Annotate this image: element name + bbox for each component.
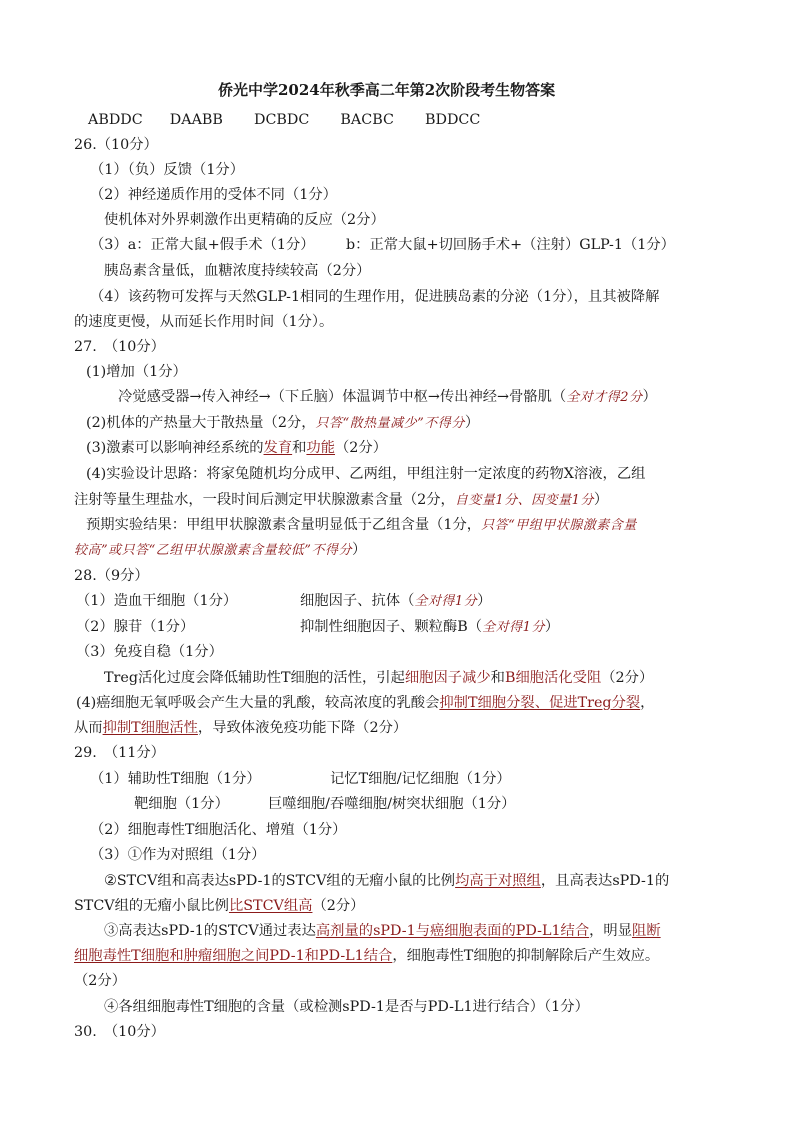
- q28-part3b: Treg活化过度会降低辅助性T细胞的活性，引起细胞因子减少和B细胞活化受阻（2分）: [104, 670, 654, 686]
- grading-note: 全对才得2分: [566, 390, 643, 405]
- q26-part4a: （4）该药物可发挥与天然GLP-1相同的生理作用，促进胰岛素的分泌（1分），且其被降解: [90, 289, 660, 305]
- q28-part3: （3）免疫自稳（1分）: [76, 644, 223, 660]
- q29-part3f: （2分）: [74, 973, 126, 989]
- key-term: 细胞因子减少: [404, 670, 491, 686]
- q26-part2: （2）神经递质作用的受体不同（1分）: [90, 187, 337, 203]
- q29-part1c: 靶细胞（1分）: [134, 796, 229, 812]
- grading-note: 全对得1分: [482, 620, 545, 635]
- grading-note: 只答“甲组甲状腺激素含量: [481, 518, 637, 533]
- q26-heading: 26.（10分）: [74, 137, 158, 153]
- q29-part3d: ③高表达sPD-1的STCV通过表达高剂量的sPD-1与癌细胞表面的PD-L1结合，明显阻断: [104, 923, 661, 939]
- q29-part2: （2）细胞毒性T细胞活化、增殖（1分）: [90, 822, 347, 838]
- q29-part1b: 记忆T细胞/记忆细胞（1分）: [330, 771, 511, 787]
- mc-answers-row: [88, 110, 480, 130]
- mc-group-5: BDDCC: [425, 112, 481, 128]
- q29-part3b: ②STCV组和高表达sPD-1的STCV组的无瘤小鼠的比例均高于对照组，且高表达sPD-1的: [104, 873, 670, 889]
- key-term: 细胞毒性T细胞和肿瘤细胞之间PD-1和PD-L1结合: [74, 948, 393, 964]
- q27-reflex-arc: 冷觉感受器→传入神经→（下丘脑）体温调节中枢→传出神经→骨骼肌（全对才得2分）: [118, 389, 657, 405]
- key-term: 均高于对照组: [455, 873, 541, 889]
- key-term: 功能: [306, 440, 336, 456]
- mc-group-3: DCBDC: [254, 112, 310, 128]
- key-term: 抑制T细胞分裂、促进Treg分裂: [439, 695, 641, 711]
- q28-part2a: （2）腺苷（1分）: [76, 619, 195, 635]
- mc-group-2: DAABB: [169, 112, 223, 128]
- q29-part3: （3）①作为对照组（1分）: [90, 847, 266, 863]
- q28-part1a: （1）造血干细胞（1分）: [76, 593, 238, 609]
- q28-part1b: 细胞因子、抗体（全对得1分）: [300, 593, 492, 609]
- q26-part3c: 胰岛素含量低，血糖浓度持续较高（2分）: [104, 263, 371, 279]
- q27-part1: (1)增加（1分）: [86, 364, 187, 380]
- key-term: 抑制T细胞活性: [102, 720, 198, 736]
- key-term: 发育: [263, 440, 293, 456]
- q29-part1d: 巨噬细胞/吞噬细胞/树突状细胞（1分）: [268, 796, 516, 812]
- key-term: 比STCV组高: [228, 898, 313, 914]
- q29-part3c: STCV组的无瘤小鼠比例比STCV组高（2分）: [74, 898, 365, 914]
- mc-group-1: ABDDC: [88, 112, 143, 128]
- q26-part1: （1）（负）反馈（1分）: [90, 162, 245, 178]
- grading-note: 自变量1分、因变量1分: [454, 493, 594, 508]
- mc-group-4: BACBC: [340, 112, 394, 128]
- q29-part3g: ④各组细胞毒性T细胞的含量（或检测sPD-1是否与PD-L1进行结合）（1分）: [104, 999, 589, 1015]
- q26-part3a: （3）a：正常大鼠+假手术（1分）: [90, 237, 315, 253]
- q27-heading: 27. （10分）: [74, 339, 165, 355]
- page-title: 侨光中学2024年秋季高二年第2次阶段考生物答案: [218, 81, 556, 99]
- q27-expected-result: 预期实验结果：甲组甲状腺激素含量明显低于乙组含量（1分，只答“甲组甲状腺激素含量: [86, 517, 637, 533]
- q27-expected-result-cont: 较高”或只答“乙组甲状腺激素含量较低”不得分）: [74, 542, 367, 558]
- q27-part2: (2)机体的产热量大于散热量（2分，只答“散热量减少”不得分）: [86, 415, 480, 431]
- key-term: 高剂量的sPD-1与癌细胞表面的PD-L1结合: [315, 923, 590, 939]
- q28-heading: 28.（9分）: [74, 568, 149, 584]
- q27-part3: (3)激素可以影响神经系统的发育和功能（2分）: [86, 440, 388, 456]
- grading-note: 只答“散热量减少”不得分: [315, 416, 465, 431]
- grading-note: 全对得1分: [414, 594, 478, 609]
- q27-part4a: (4)实验设计思路：将家兔随机均分成甲、乙两组，甲组注射一定浓度的药物X溶液，乙组: [86, 466, 646, 482]
- q27-part4b: 注射等量生理盐水，一段时间后测定甲状腺激素含量（2分，自变量1分、因变量1分）: [74, 492, 609, 508]
- q28-part4b: 从而抑制T细胞活性，导致体液免疫功能下降（2分）: [74, 720, 408, 736]
- key-term: 阻断: [632, 923, 661, 939]
- q30-heading: 30. （10分）: [74, 1024, 165, 1040]
- q28-part2b: 抑制性细胞因子、颗粒酶B（全对得1分）: [300, 619, 560, 635]
- q26-part3b: b：正常大鼠+切回肠手术+（注射）GLP-1（1分）: [346, 237, 675, 253]
- q28-part4a: (4)癌细胞无氧呼吸会产生大量的乳酸，较高浓度的乳酸会抑制T细胞分裂、促进Treg分裂，: [76, 695, 655, 711]
- q26-part2b: 使机体对外界刺激作出更精确的反应（2分）: [104, 212, 385, 228]
- key-term: B细胞活化受阻: [504, 670, 602, 686]
- q29-part3e: 细胞毒性T细胞和肿瘤细胞之间PD-1和PD-L1结合，细胞毒性T细胞的抑制解除后产生效应。: [74, 948, 660, 964]
- q26-part4b: 的速度更慢，从而延长作用时间（1分）。: [74, 314, 334, 330]
- q29-part1a: （1）辅助性T细胞（1分）: [90, 771, 261, 787]
- q29-heading: 29. （11分）: [74, 745, 165, 761]
- grading-note: 较高”或只答“乙组甲状腺激素含量较低”不得分: [74, 543, 352, 558]
